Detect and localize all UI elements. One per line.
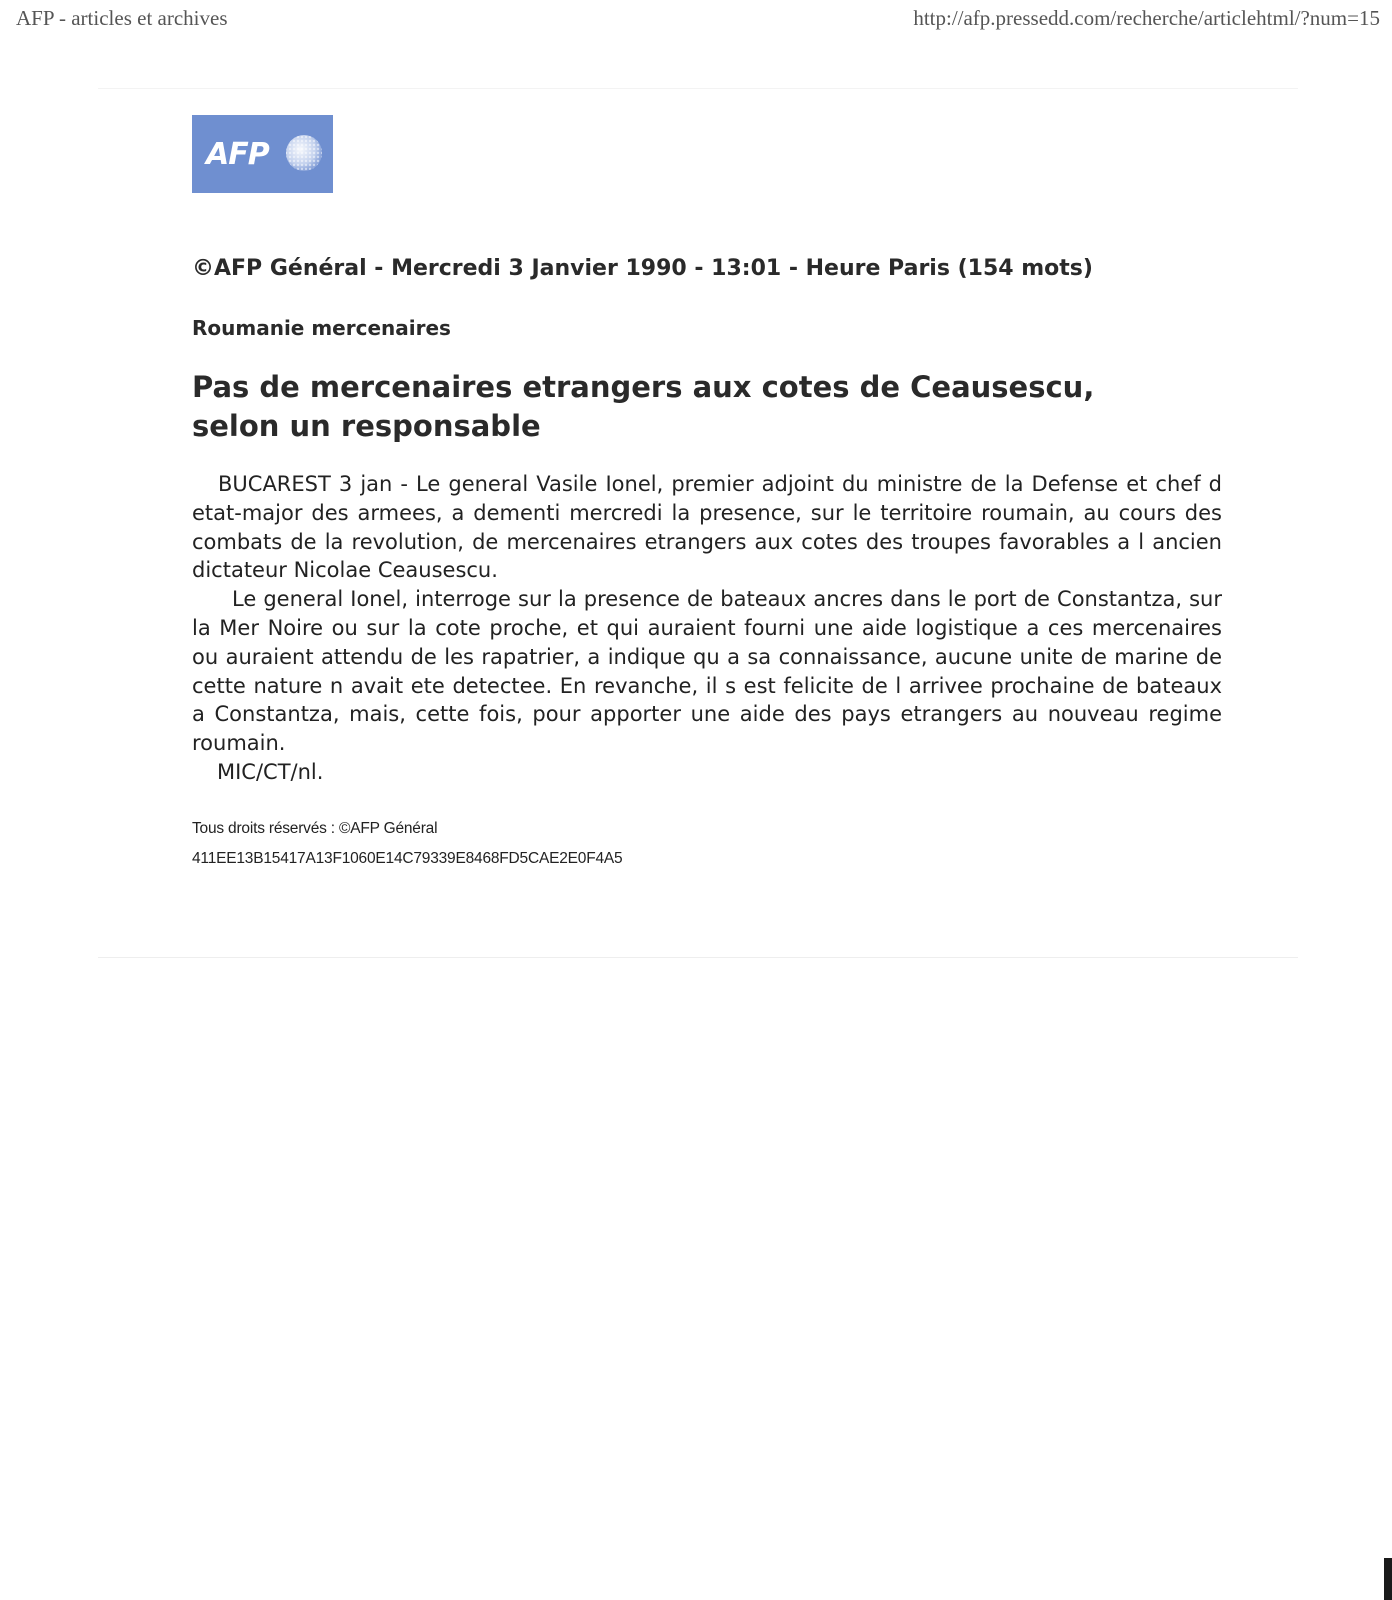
page-title: AFP - articles et archives	[16, 6, 228, 30]
print-header	[0, 6, 1392, 36]
headline-line-2: selon un responsable	[192, 409, 541, 443]
document-id: 411EE13B15417A13F1060E14C79339E8468FD5CAE2E0F4A5	[192, 850, 623, 867]
article-paragraph: BUCAREST 3 jan - Le general Vasile Ionel, premier adjoint du ministre de la Defense et chef d etat-major des armees, a dementi mercredi la presence, sur le territoire roumain, au cours des combats de la revolution, de mercenaires etrangers aux cotes des troupes favorables a l ancien dictateur Nicolae Ceausescu.	[192, 472, 1222, 583]
article-dateline: ©AFP Général - Mercredi 3 Janvier 1990 - 13:01 - Heure Paris (154 mots)	[192, 256, 1093, 281]
afp-logo	[192, 115, 333, 193]
article-keywords: Roumanie mercenaires	[192, 316, 451, 340]
afp-logo-text: AFP	[206, 137, 269, 172]
page-url[interactable]: http://afp.pressedd.com/recherche/articlehtml/?num=15	[913, 6, 1380, 30]
rights-notice: Tous droits réservés : ©AFP Général	[192, 820, 438, 837]
afp-logo-graphic	[192, 115, 333, 193]
article-paragraph: Le general Ionel, interroge sur la presence de bateaux ancres dans le port de Constantza, sur la Mer Noire ou sur la cote proche, et qui auraient fourni une aide logistique a ces mercenaires ou auraient attendu de les rapatrier, a indique qu a sa connaissance, aucune unite de marine de cette nature n avait ete detectee. En revanche, il s est felicite de l arrivee prochaine de bateaux a Constantza, mais, cette fois, pour apporter une aide des pays etrangers au nouveau regime roumain.	[192, 587, 1222, 756]
article-signature: MIC/CT/nl.	[217, 759, 324, 784]
article-headline	[192, 368, 1232, 446]
headline-line-1: Pas de mercenaires etrangers aux cotes de Ceausescu,	[192, 370, 1095, 404]
article-body	[192, 470, 1222, 787]
scan-edge-mark	[1384, 1558, 1392, 1600]
